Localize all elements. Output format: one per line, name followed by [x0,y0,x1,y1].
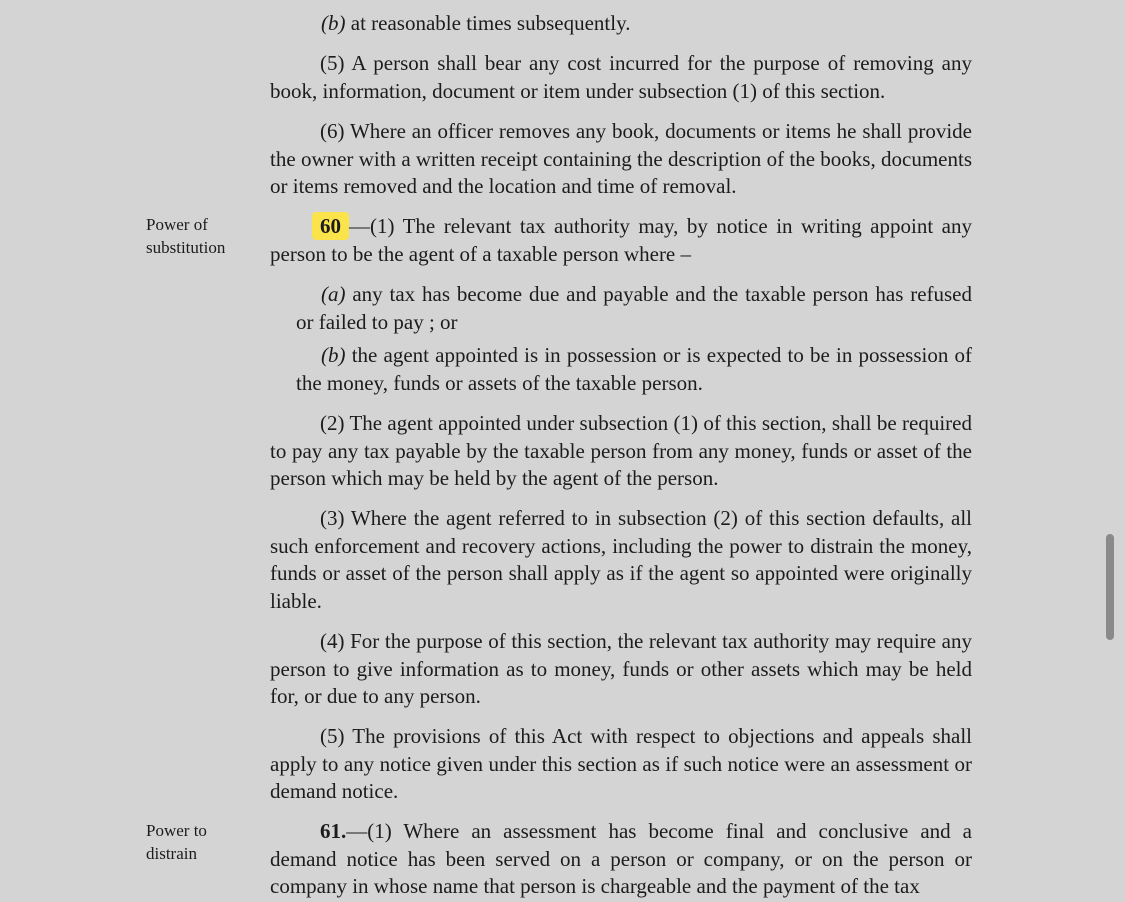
paragraph-59-4b [321,10,972,38]
margin-note-line: substitution [146,238,226,257]
section-60-sub-5: (5) The provisions of this Act with respect to objections and appeals shall apply to any notice given under this section as if such notice were an assessment or demand notice. [270,724,972,804]
item-text: the agent appointed is in possession or is expected to be in possession of the money, funds or assets of the taxable person. [296,343,973,395]
item-text: any tax has become due and payable and the taxable person has refused or failed to pay ; or [296,282,973,334]
paragraph-59-6: (6) Where an officer removes any book, documents or items he shall provide the owner with a written receipt containing the description of the books, documents or items removed and the location and time of removal. [270,119,972,199]
section-number-highlight[interactable]: 60 [312,212,349,240]
margin-note-line: Power to [146,821,207,840]
margin-note-power-to-distrain [146,819,256,865]
section-60-item-a [296,281,972,336]
paragraph-59-5: (5) A person shall bear any cost incurred for the purpose of removing any book, information, document or item under subsection (1) of this section. [270,51,972,103]
section-60-sub-4: (4) For the purpose of this section, the relevant tax authority may require any person to give information as to money, funds or other assets which may be held for, or due to any person. [270,629,972,709]
item-label: (b) [321,11,346,35]
section-60-item-b [296,342,972,397]
section-60-sub-3: (3) Where the agent referred to in subsection (2) of this section defaults, all such enforcement and recovery actions, including the power to distrain the money, funds or asset of the person shall apply as if the agent so appointed were originally liable. [270,506,972,613]
section-number: 61. [320,819,347,843]
vertical-scrollbar[interactable] [1106,534,1114,640]
section-60-sub-2: (2) The agent appointed under subsection (1) of this section, shall be required to pay any tax payable by the taxable person from any money, funds or asset of the person which may be held by the agent of the person. [270,411,972,491]
item-label: (a) [321,282,346,306]
section-61-text: —(1) Where an assessment has become final and conclusive and a demand notice has been served on a person or company, or on the person or company in whose name that person is chargeable and the payment of the tax [270,819,972,899]
margin-note-power-of-substitution [146,213,256,259]
margin-note-line: Power of [146,215,208,234]
section-60-intro [270,213,972,268]
margin-note-line: distrain [146,844,197,863]
item-label: (b) [321,343,346,367]
item-text: at reasonable times subsequently. [350,11,631,35]
section-61-intro [270,818,972,901]
section-60-intro-text: —(1) The relevant tax authority may, by notice in writing appoint any person to be the agent of a taxable person where – [270,214,972,266]
